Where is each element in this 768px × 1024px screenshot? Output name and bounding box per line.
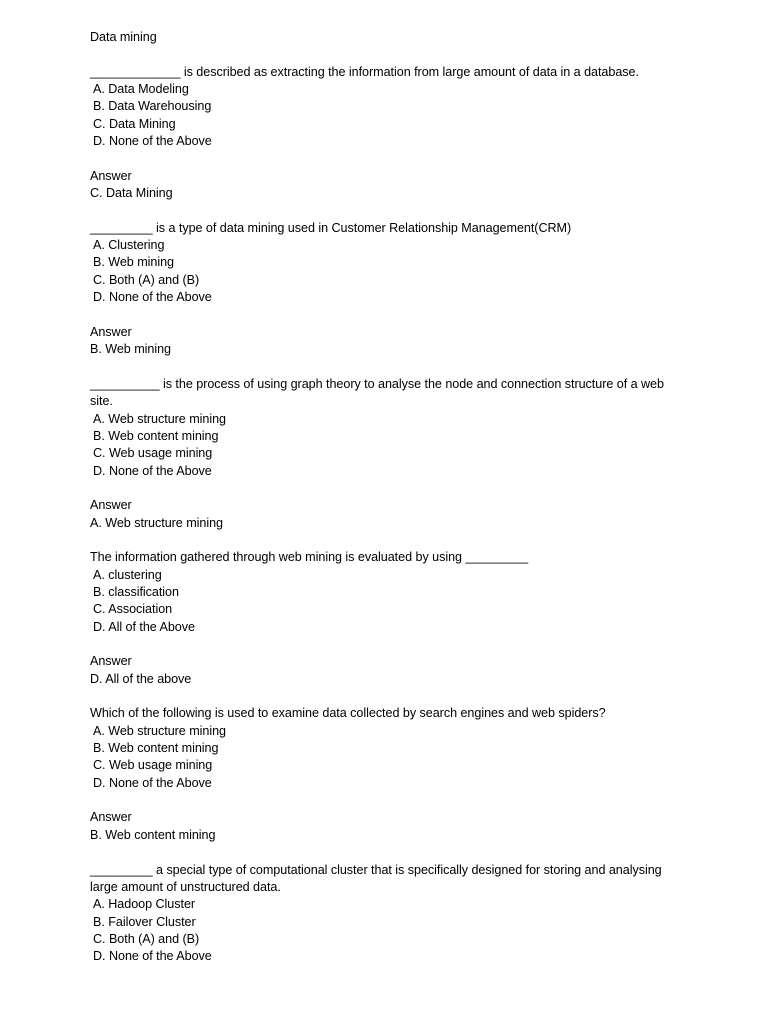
option-a: A. Clustering bbox=[93, 238, 165, 253]
spacer bbox=[90, 359, 690, 376]
spacer bbox=[90, 532, 690, 549]
option-b: B. Web content mining bbox=[93, 741, 219, 756]
answer-text: D. All of the above bbox=[90, 671, 192, 686]
spacer bbox=[90, 480, 690, 497]
option-c: C. Web usage mining bbox=[93, 446, 213, 461]
question-block bbox=[90, 549, 690, 705]
question-text: _________ is a type of data mining used in Customer Relationship Management(CRM) bbox=[90, 220, 572, 235]
question-text: __________ is the process of using graph theory to analyse the node and connection structure of a web site. bbox=[90, 376, 664, 409]
option-a: A. Web structure mining bbox=[93, 723, 227, 738]
spacer bbox=[90, 688, 690, 705]
option-b: B. classification bbox=[93, 585, 179, 599]
option-b: B. Web mining bbox=[93, 255, 175, 270]
option-c: C. Data Mining bbox=[93, 116, 176, 131]
question-block bbox=[90, 862, 690, 966]
option-b: B. Web content mining bbox=[93, 428, 219, 443]
question-text: _____________ is described as extracting the information from large amount of data in a database. bbox=[90, 64, 639, 79]
question-block bbox=[90, 64, 690, 220]
option-d: D. None of the Above bbox=[93, 134, 212, 149]
spacer bbox=[90, 307, 690, 324]
document-title: Data mining bbox=[90, 30, 157, 44]
question-block bbox=[90, 376, 690, 549]
question-text: _________ a special type of computational cluster that is specifically designed for storing and analysing large amount of unstructured data. bbox=[90, 862, 662, 894]
option-d: D. None of the Above bbox=[93, 949, 212, 964]
option-a: A. Data Modeling bbox=[93, 82, 189, 97]
option-c: C. Both (A) and (B) bbox=[93, 272, 200, 287]
spacer bbox=[90, 636, 690, 653]
option-a: A. Hadoop Cluster bbox=[93, 897, 196, 912]
answer-label: Answer bbox=[90, 324, 132, 339]
question-text: The information gathered through web mining is evaluated by using _________ bbox=[90, 550, 529, 565]
answer-text: B. Web mining bbox=[90, 342, 172, 357]
option-d: D. None of the Above bbox=[93, 463, 212, 478]
spacer bbox=[90, 202, 690, 219]
option-a: A. clustering bbox=[93, 567, 162, 582]
question-block bbox=[90, 220, 690, 376]
answer-text: B. Web content mining bbox=[90, 827, 216, 842]
option-a: A. Web structure mining bbox=[93, 411, 227, 426]
answer-label: Answer bbox=[90, 498, 132, 513]
option-d: D. All of the Above bbox=[93, 619, 195, 634]
answer-text: C. Data Mining bbox=[90, 186, 173, 201]
option-d: D. None of the Above bbox=[93, 290, 212, 305]
option-c: C. Association bbox=[93, 602, 173, 617]
option-d: D. None of the Above bbox=[93, 775, 212, 790]
question-text: Which of the following is used to examine data collected by search engines and web spiders? bbox=[90, 706, 606, 721]
option-c: C. Both (A) and (B) bbox=[93, 931, 200, 946]
answer-text: A. Web structure mining bbox=[90, 515, 224, 530]
spacer bbox=[90, 792, 690, 809]
spacer bbox=[90, 46, 690, 63]
answer-label: Answer bbox=[90, 654, 132, 669]
answer-label: Answer bbox=[90, 168, 132, 183]
question-block bbox=[90, 705, 690, 861]
option-c: C. Web usage mining bbox=[93, 758, 213, 773]
document-content bbox=[90, 29, 690, 966]
spacer bbox=[90, 150, 690, 167]
option-b: B. Failover Cluster bbox=[93, 914, 196, 929]
option-b: B. Data Warehousing bbox=[93, 99, 212, 114]
answer-label: Answer bbox=[90, 810, 132, 825]
spacer bbox=[90, 844, 690, 861]
